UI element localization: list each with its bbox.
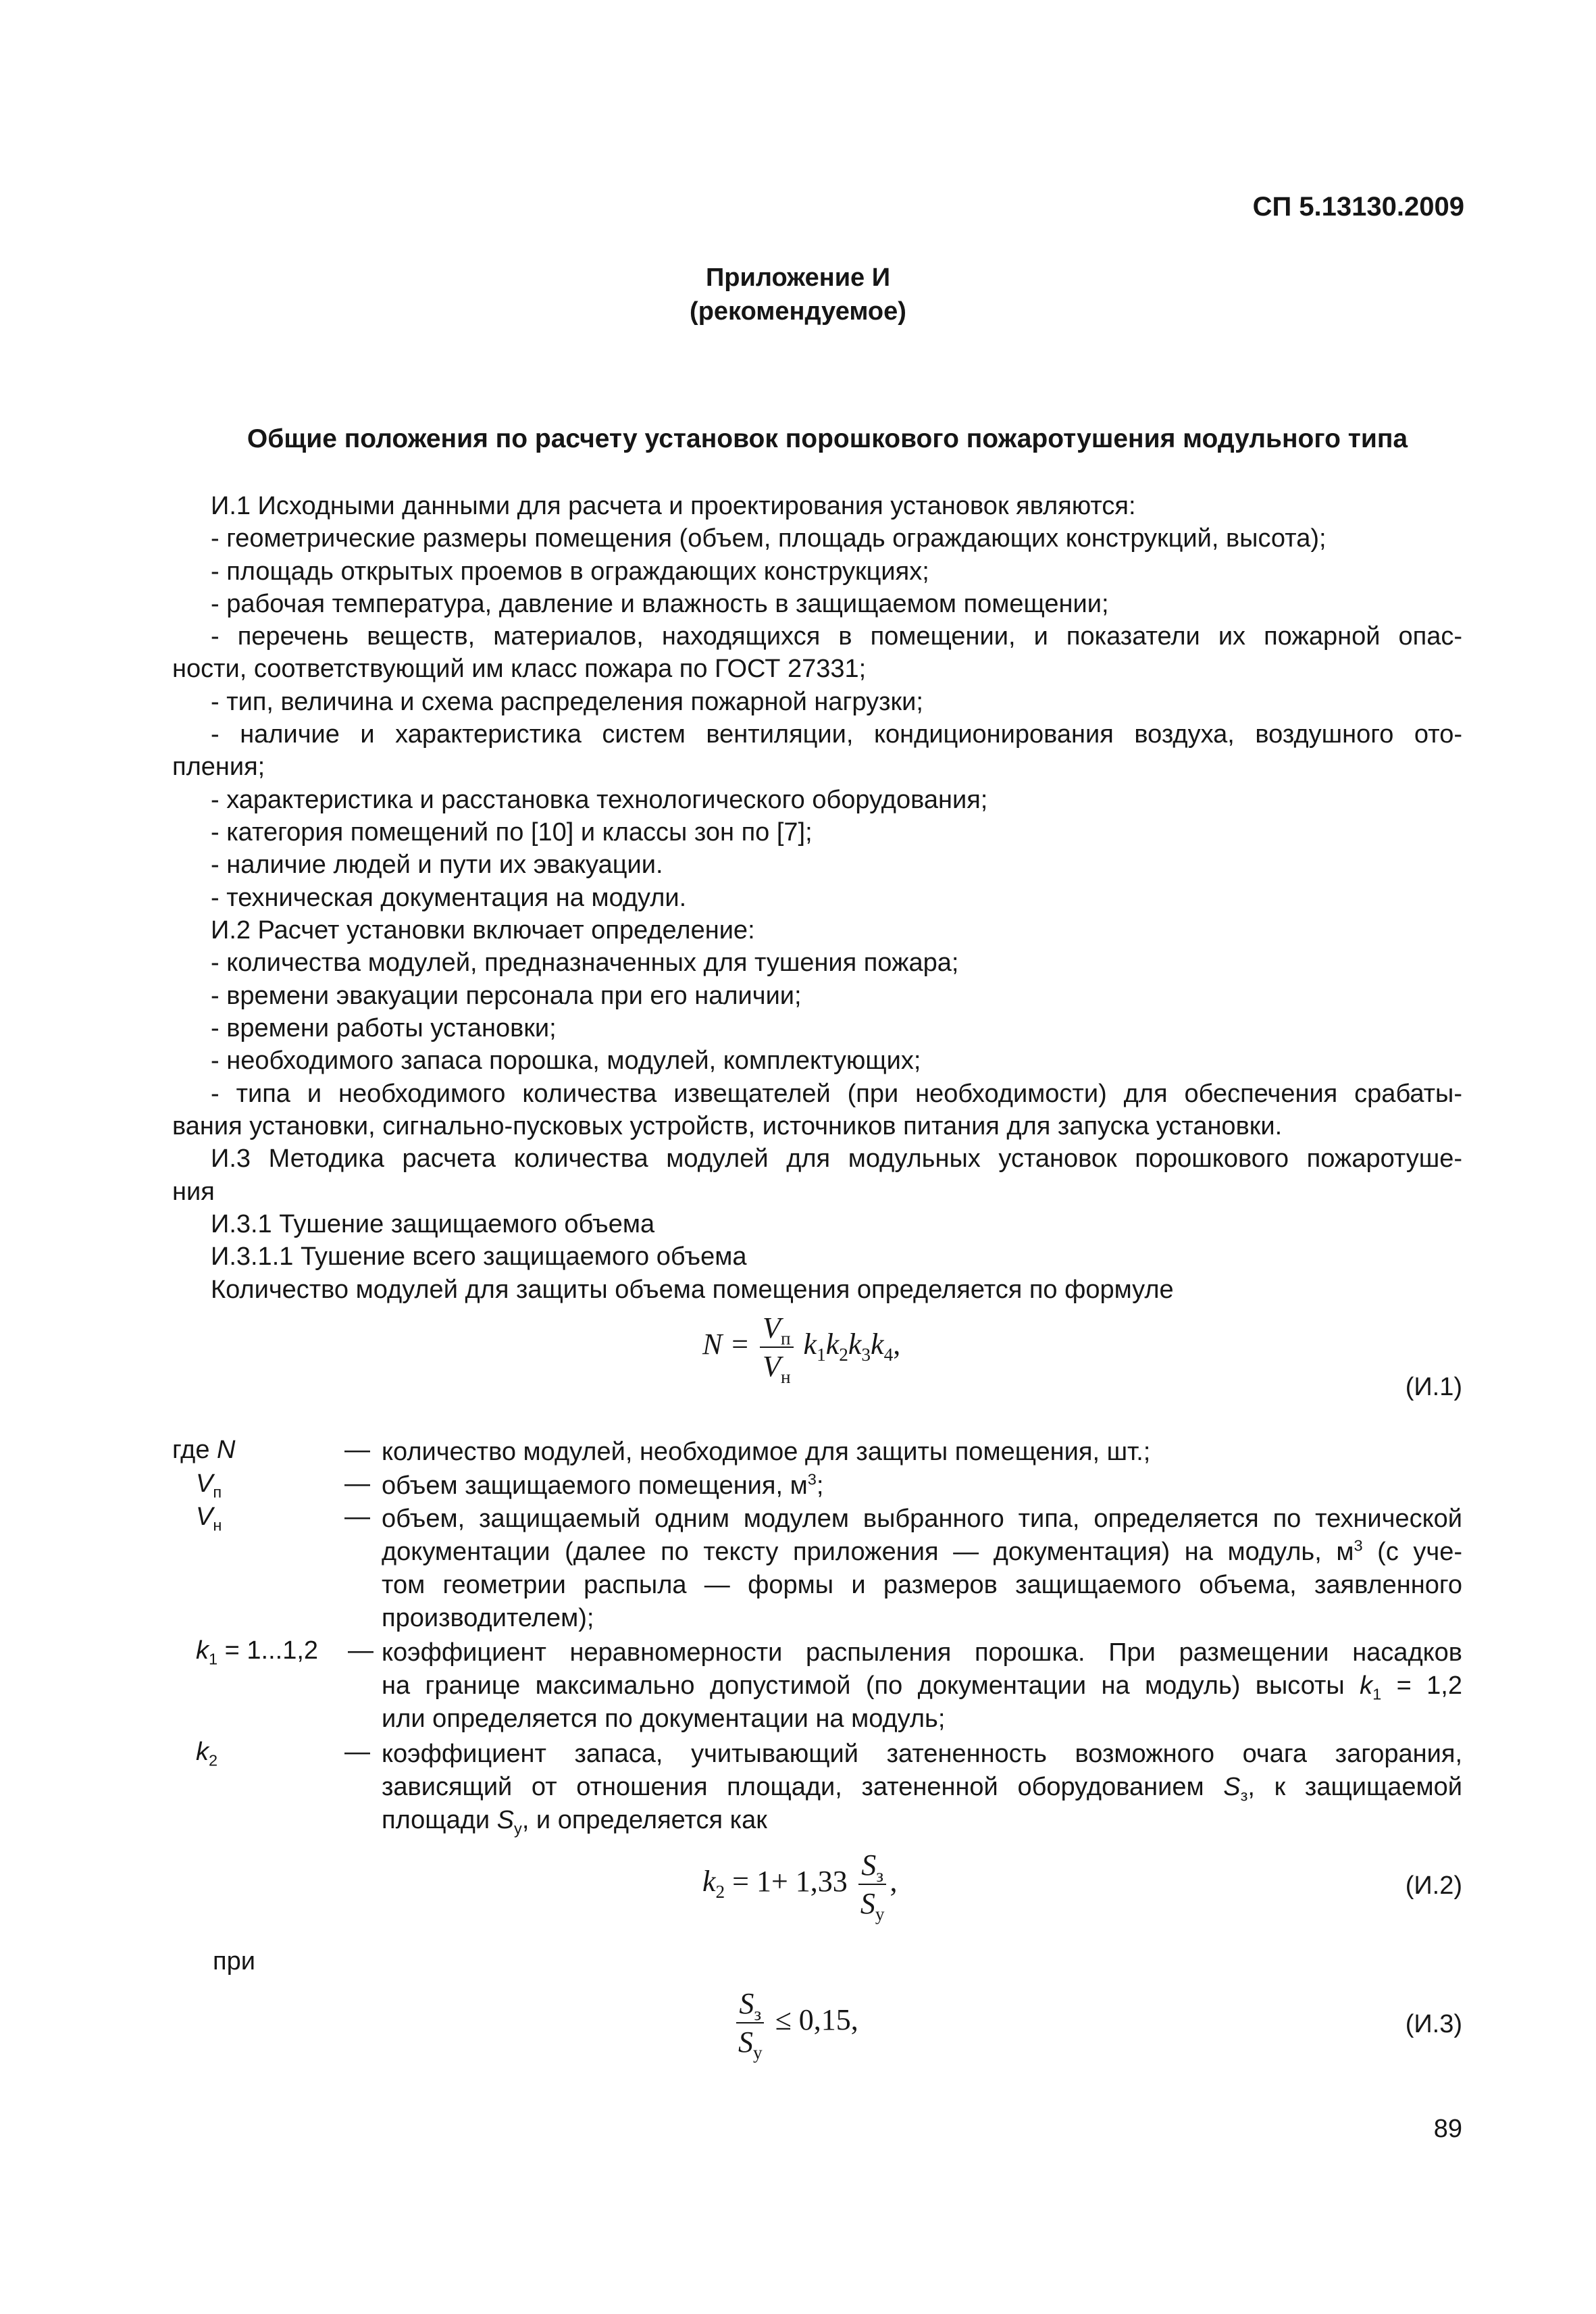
where-label: где N — [172, 1436, 236, 1464]
paragraph-line: И.1 Исходными данными для расчета и проектирования установок являются: — [211, 492, 1136, 520]
list-item: - наличие и характеристика систем вентиляции, кондиционирования воздуха, воздушного ото- — [211, 720, 1462, 749]
formula-2: $k_2 = 1+ 1,33$ $\frac{S_з}{S_у}$ , — [702, 1848, 898, 1924]
document-number: СП 5.13130.2009 — [1252, 192, 1464, 222]
list-item: - типа и необходимого количества извещателей (при необходимости) для обеспечения срабаты- — [211, 1080, 1462, 1108]
formula-3: $\frac{S_з}{S_у}$ ≤ 0,15, — [733, 1986, 858, 2059]
dash: — — [344, 1436, 370, 1464]
list-item: - характеристика и расстановка технологического оборудования; — [211, 786, 988, 814]
list-item: - геометрические размеры помещения (объем, площадь ограждающих конструкций, высота); — [211, 524, 1327, 553]
dash: — — [344, 1469, 370, 1498]
section-title: Общие положения по расчету установок порошкового пожаротушения модульного типа — [247, 424, 1408, 453]
definition-k1-line: на границе максимально допустимой (по документации на модуль) высоты $k_1 = 1,2$ — [382, 1671, 1462, 1703]
list-item: - площадь открытых проемов в ограждающих конструкциях; — [211, 557, 929, 586]
dash: — — [344, 1503, 370, 1531]
definition-vn-line: производителем); — [382, 1604, 594, 1632]
definition-n: количество модулей, необходимое для защиты помещения, шт.; — [382, 1438, 1151, 1466]
symbol-k1: $k_1 = 1...1,2$ — [196, 1636, 319, 1668]
formula-1: N = $\frac{V_п}{V_н}$ $k_1k_2k_3k_4$, — [702, 1311, 901, 1387]
paragraph-continuation: ния — [172, 1178, 215, 1206]
list-item: - тип, величина и схема распределения пожарной нагрузки; — [211, 688, 923, 716]
definition-vn-line: том геометрии распыла — формы и размеров защищаемого объема, заявленного — [382, 1571, 1462, 1599]
definition-k1: коэффициент неравномерности распыления порошка. При размещении насадков — [382, 1638, 1462, 1667]
definition-k2-line: зависящий от отношения площади, затененной оборудованием $S_з$, к защищаемой — [382, 1773, 1462, 1805]
dash: — — [344, 1738, 370, 1766]
list-item: - категория помещений по [10] и классы зон по [7]; — [211, 818, 813, 847]
symbol-vn: $V_н$ — [196, 1503, 222, 1534]
list-item: - техническая документация на модули. — [211, 884, 687, 912]
subsection-heading: И.3.1 Тушение защищаемого объема — [211, 1210, 655, 1238]
formula-1-label: (И.1) — [1405, 1373, 1462, 1401]
list-item: - количества модулей, предназначенных для тушения пожара; — [211, 949, 959, 977]
fraction-s-ratio: $\frac{S_з}{S_у}$ — [736, 1986, 765, 2059]
paragraph-line: Количество модулей для защиты объема помещения определяется по формуле — [211, 1276, 1174, 1304]
list-item: - времени эвакуации персонала при его наличии; — [211, 982, 802, 1010]
definition-vn: объем, защищаемый одним модулем выбранного типа, определяется по технической — [382, 1505, 1462, 1533]
paragraph-line: И.2 Расчет установки включает определение: — [211, 916, 755, 945]
definition-k2-line: площади $S_у$, и определяется как — [382, 1806, 767, 1838]
definition-vp: объем защищаемого помещения, $м^3$; — [382, 1470, 824, 1500]
list-item-continuation: пления; — [172, 753, 265, 781]
formula-3-label: (И.3) — [1405, 2010, 1462, 2038]
definition-k1-line: или определяется по документации на модуль; — [382, 1705, 946, 1733]
list-item: - необходимого запаса порошка, модулей, комплектующих; — [211, 1047, 921, 1075]
condition-word: при — [213, 1947, 255, 1976]
list-item: - наличие людей и пути их эвакуации. — [211, 851, 663, 879]
definition-vn-line: документации (далее по тексту приложения — документация) на модуль, $м^3$ (с уче- — [382, 1536, 1462, 1566]
list-item: - рабочая температура, давление и влажность в защищаемом помещении; — [211, 590, 1109, 618]
subsection-heading: И.3.1.1 Тушение всего защищаемого объема — [211, 1242, 747, 1271]
list-item: - времени работы установки; — [211, 1014, 557, 1042]
appendix-subtitle: (рекомендуемое) — [690, 297, 906, 326]
page-number: 89 — [1433, 2115, 1462, 2143]
list-item-continuation: вания установки, сигнально-пусковых устройств, источников питания для запуска установки. — [172, 1112, 1283, 1140]
symbol-k2: $k_2$ — [196, 1738, 218, 1769]
appendix-title: Приложение И — [705, 263, 891, 292]
symbol-vp: $V_п$ — [196, 1469, 222, 1501]
list-item-continuation: ности, соответствующий им класс пожара по ГОСТ 27331; — [172, 655, 867, 683]
fraction-v-ratio: $\frac{V_п}{V_н}$ — [760, 1311, 793, 1384]
dash: — — [348, 1636, 374, 1665]
paragraph-line: И.3 Методика расчета количества модулей для модульных установок порошкового пожаротуше- — [211, 1145, 1462, 1173]
formula-2-label: (И.2) — [1405, 1871, 1462, 1900]
list-item: - перечень веществ, материалов, находящихся в помещении, и показатели их пожарной опас- — [211, 622, 1462, 651]
fraction-s-ratio: $\frac{S_з}{S_у}$ — [858, 1848, 887, 1921]
definition-k2: коэффициент запаса, учитывающий затененность возможного очага загорания, — [382, 1740, 1462, 1768]
